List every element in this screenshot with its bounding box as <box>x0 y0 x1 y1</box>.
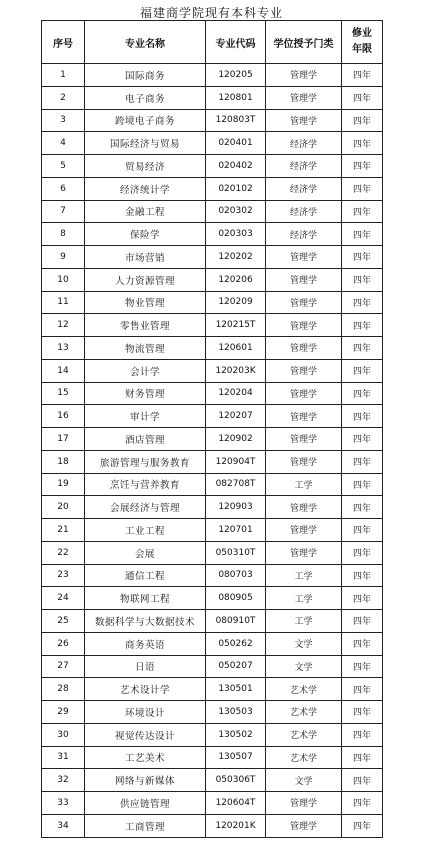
table-row <box>42 109 383 132</box>
cell-name: 日语 <box>85 655 206 678</box>
header-years-line1: 修业 <box>352 28 372 39</box>
cell-name: 物业管理 <box>85 291 206 314</box>
cell-code: 020402 <box>206 155 266 178</box>
cell-years: 四年 <box>342 450 383 473</box>
cell-code: 120902 <box>206 428 266 451</box>
cell-no: 14 <box>42 359 85 382</box>
cell-years: 四年 <box>342 473 383 496</box>
cell-category: 管理学 <box>266 405 342 428</box>
cell-code: 120904T <box>206 450 266 473</box>
cell-no: 3 <box>42 109 85 132</box>
cell-no: 18 <box>42 450 85 473</box>
cell-no: 21 <box>42 519 85 542</box>
cell-no: 7 <box>42 200 85 223</box>
cell-category: 工学 <box>266 564 342 587</box>
page-title: 福建商学院现有本科专业 <box>139 6 283 20</box>
cell-code: 120206 <box>206 268 266 291</box>
cell-years: 四年 <box>342 519 383 542</box>
cell-no: 12 <box>42 314 85 337</box>
table-row <box>42 291 383 314</box>
majors-table <box>41 20 383 838</box>
cell-no: 10 <box>42 268 85 291</box>
cell-no: 11 <box>42 291 85 314</box>
cell-no: 19 <box>42 473 85 496</box>
table-row <box>42 223 383 246</box>
cell-category: 管理学 <box>266 359 342 382</box>
cell-code: 120202 <box>206 246 266 269</box>
cell-code: 020401 <box>206 132 266 155</box>
cell-no: 4 <box>42 132 85 155</box>
cell-category: 管理学 <box>266 64 342 87</box>
cell-years: 四年 <box>342 792 383 815</box>
cell-years: 四年 <box>342 587 383 610</box>
cell-no: 30 <box>42 723 85 746</box>
cell-code: 130503 <box>206 701 266 724</box>
cell-years: 四年 <box>342 268 383 291</box>
cell-name: 会展经济与管理 <box>85 496 206 519</box>
table-row <box>42 496 383 519</box>
cell-code: 080905 <box>206 587 266 610</box>
table-row <box>42 723 383 746</box>
cell-category: 文学 <box>266 769 342 792</box>
cell-years: 四年 <box>342 223 383 246</box>
cell-no: 17 <box>42 428 85 451</box>
cell-years: 四年 <box>342 132 383 155</box>
table-row <box>42 200 383 223</box>
cell-category: 文学 <box>266 655 342 678</box>
table-row <box>42 769 383 792</box>
cell-category: 艺术学 <box>266 678 342 701</box>
table-row <box>42 564 383 587</box>
table-row <box>42 678 383 701</box>
cell-name: 会展 <box>85 541 206 564</box>
cell-years: 四年 <box>342 337 383 360</box>
cell-no: 26 <box>42 632 85 655</box>
cell-name: 烹饪与营养教育 <box>85 473 206 496</box>
cell-category: 管理学 <box>266 814 342 837</box>
cell-category: 管理学 <box>266 291 342 314</box>
cell-category: 管理学 <box>266 109 342 132</box>
table-row <box>42 632 383 655</box>
header-years <box>342 21 383 64</box>
cell-no: 5 <box>42 155 85 178</box>
header-category: 学位授予门类 <box>266 21 342 64</box>
table-row <box>42 359 383 382</box>
table-row <box>42 587 383 610</box>
cell-no: 27 <box>42 655 85 678</box>
cell-years: 四年 <box>342 701 383 724</box>
table-row <box>42 792 383 815</box>
cell-name: 艺术设计学 <box>85 678 206 701</box>
cell-category: 艺术学 <box>266 723 342 746</box>
cell-name: 工业工程 <box>85 519 206 542</box>
cell-no: 33 <box>42 792 85 815</box>
table-row <box>42 246 383 269</box>
cell-category: 管理学 <box>266 337 342 360</box>
cell-category: 管理学 <box>266 246 342 269</box>
cell-code: 120803T <box>206 109 266 132</box>
cell-name: 贸易经济 <box>85 155 206 178</box>
table-row <box>42 382 383 405</box>
cell-no: 16 <box>42 405 85 428</box>
cell-no: 23 <box>42 564 85 587</box>
cell-code: 120604T <box>206 792 266 815</box>
cell-no: 6 <box>42 177 85 200</box>
cell-name: 商务英语 <box>85 632 206 655</box>
cell-name: 保险学 <box>85 223 206 246</box>
table-row <box>42 337 383 360</box>
cell-no: 2 <box>42 86 85 109</box>
cell-name: 零售业管理 <box>85 314 206 337</box>
cell-code: 082708T <box>206 473 266 496</box>
cell-name: 物流管理 <box>85 337 206 360</box>
cell-category: 管理学 <box>266 519 342 542</box>
cell-years: 四年 <box>342 64 383 87</box>
cell-years: 四年 <box>342 564 383 587</box>
cell-no: 9 <box>42 246 85 269</box>
table-row <box>42 405 383 428</box>
cell-category: 艺术学 <box>266 701 342 724</box>
table-row <box>42 428 383 451</box>
cell-name: 人力资源管理 <box>85 268 206 291</box>
cell-no: 32 <box>42 769 85 792</box>
cell-no: 20 <box>42 496 85 519</box>
cell-name: 国际商务 <box>85 64 206 87</box>
cell-code: 120209 <box>206 291 266 314</box>
table-header-row <box>42 21 383 64</box>
cell-category: 管理学 <box>266 450 342 473</box>
cell-category: 管理学 <box>266 541 342 564</box>
table-row <box>42 746 383 769</box>
cell-years: 四年 <box>342 541 383 564</box>
cell-category: 管理学 <box>266 86 342 109</box>
cell-category: 管理学 <box>266 792 342 815</box>
cell-name: 旅游管理与服务教育 <box>85 450 206 473</box>
cell-code: 130501 <box>206 678 266 701</box>
cell-name: 财务管理 <box>85 382 206 405</box>
cell-no: 13 <box>42 337 85 360</box>
cell-no: 28 <box>42 678 85 701</box>
cell-no: 22 <box>42 541 85 564</box>
cell-years: 四年 <box>342 496 383 519</box>
cell-code: 120201K <box>206 814 266 837</box>
cell-code: 120205 <box>206 64 266 87</box>
cell-name: 会计学 <box>85 359 206 382</box>
table-row <box>42 610 383 633</box>
cell-code: 020303 <box>206 223 266 246</box>
header-code: 专业代码 <box>206 21 266 64</box>
cell-name: 通信工程 <box>85 564 206 587</box>
cell-category: 经济学 <box>266 132 342 155</box>
cell-code: 130507 <box>206 746 266 769</box>
cell-category: 管理学 <box>266 268 342 291</box>
cell-years: 四年 <box>342 814 383 837</box>
cell-code: 120903 <box>206 496 266 519</box>
cell-no: 24 <box>42 587 85 610</box>
cell-name: 电子商务 <box>85 86 206 109</box>
cell-category: 管理学 <box>266 382 342 405</box>
cell-code: 120801 <box>206 86 266 109</box>
cell-category: 工学 <box>266 610 342 633</box>
table-row <box>42 64 383 87</box>
cell-years: 四年 <box>342 746 383 769</box>
cell-category: 经济学 <box>266 177 342 200</box>
cell-years: 四年 <box>342 200 383 223</box>
cell-name: 审计学 <box>85 405 206 428</box>
cell-category: 文学 <box>266 632 342 655</box>
cell-name: 物联网工程 <box>85 587 206 610</box>
table-row <box>42 314 383 337</box>
cell-code: 120207 <box>206 405 266 428</box>
cell-name: 供应链管理 <box>85 792 206 815</box>
cell-code: 130502 <box>206 723 266 746</box>
cell-category: 管理学 <box>266 428 342 451</box>
table-row <box>42 655 383 678</box>
cell-years: 四年 <box>342 655 383 678</box>
cell-code: 120601 <box>206 337 266 360</box>
cell-name: 经济统计学 <box>85 177 206 200</box>
cell-category: 经济学 <box>266 223 342 246</box>
cell-category: 管理学 <box>266 496 342 519</box>
cell-years: 四年 <box>342 155 383 178</box>
cell-code: 120203K <box>206 359 266 382</box>
cell-name: 市场营销 <box>85 246 206 269</box>
cell-name: 金融工程 <box>85 200 206 223</box>
cell-no: 1 <box>42 64 85 87</box>
cell-no: 31 <box>42 746 85 769</box>
cell-code: 020302 <box>206 200 266 223</box>
cell-code: 050262 <box>206 632 266 655</box>
cell-name: 环境设计 <box>85 701 206 724</box>
cell-code: 120215T <box>206 314 266 337</box>
table-row <box>42 814 383 837</box>
cell-name: 网络与新媒体 <box>85 769 206 792</box>
cell-no: 25 <box>42 610 85 633</box>
cell-code: 050306T <box>206 769 266 792</box>
header-no: 序号 <box>42 21 85 64</box>
cell-category: 经济学 <box>266 155 342 178</box>
cell-years: 四年 <box>342 769 383 792</box>
cell-years: 四年 <box>342 428 383 451</box>
cell-code: 050310T <box>206 541 266 564</box>
cell-category: 经济学 <box>266 200 342 223</box>
cell-no: 34 <box>42 814 85 837</box>
cell-code: 050207 <box>206 655 266 678</box>
cell-name: 数据科学与大数据技术 <box>85 610 206 633</box>
cell-no: 8 <box>42 223 85 246</box>
cell-no: 15 <box>42 382 85 405</box>
table-row <box>42 132 383 155</box>
cell-code: 120701 <box>206 519 266 542</box>
cell-code: 120204 <box>206 382 266 405</box>
cell-category: 工学 <box>266 587 342 610</box>
cell-name: 国际经济与贸易 <box>85 132 206 155</box>
cell-years: 四年 <box>342 723 383 746</box>
header-years-line2: 年限 <box>352 44 372 55</box>
cell-years: 四年 <box>342 314 383 337</box>
cell-category: 管理学 <box>266 314 342 337</box>
cell-name: 工艺美术 <box>85 746 206 769</box>
table-row <box>42 268 383 291</box>
cell-category: 艺术学 <box>266 746 342 769</box>
table-row <box>42 155 383 178</box>
table-row <box>42 86 383 109</box>
cell-years: 四年 <box>342 382 383 405</box>
cell-name: 酒店管理 <box>85 428 206 451</box>
cell-years: 四年 <box>342 291 383 314</box>
cell-years: 四年 <box>342 610 383 633</box>
cell-years: 四年 <box>342 246 383 269</box>
table-row <box>42 519 383 542</box>
table-body <box>42 64 383 838</box>
table-row <box>42 701 383 724</box>
cell-years: 四年 <box>342 405 383 428</box>
cell-code: 020102 <box>206 177 266 200</box>
cell-years: 四年 <box>342 109 383 132</box>
table-row <box>42 450 383 473</box>
cell-years: 四年 <box>342 359 383 382</box>
table-row <box>42 541 383 564</box>
cell-years: 四年 <box>342 177 383 200</box>
table-row <box>42 177 383 200</box>
cell-code: 080910T <box>206 610 266 633</box>
cell-name: 视觉传达设计 <box>85 723 206 746</box>
cell-name: 跨境电子商务 <box>85 109 206 132</box>
cell-years: 四年 <box>342 86 383 109</box>
cell-years: 四年 <box>342 678 383 701</box>
header-name: 专业名称 <box>85 21 206 64</box>
table-row <box>42 473 383 496</box>
cell-code: 080703 <box>206 564 266 587</box>
cell-no: 29 <box>42 701 85 724</box>
cell-category: 工学 <box>266 473 342 496</box>
cell-name: 工商管理 <box>85 814 206 837</box>
cell-years: 四年 <box>342 632 383 655</box>
